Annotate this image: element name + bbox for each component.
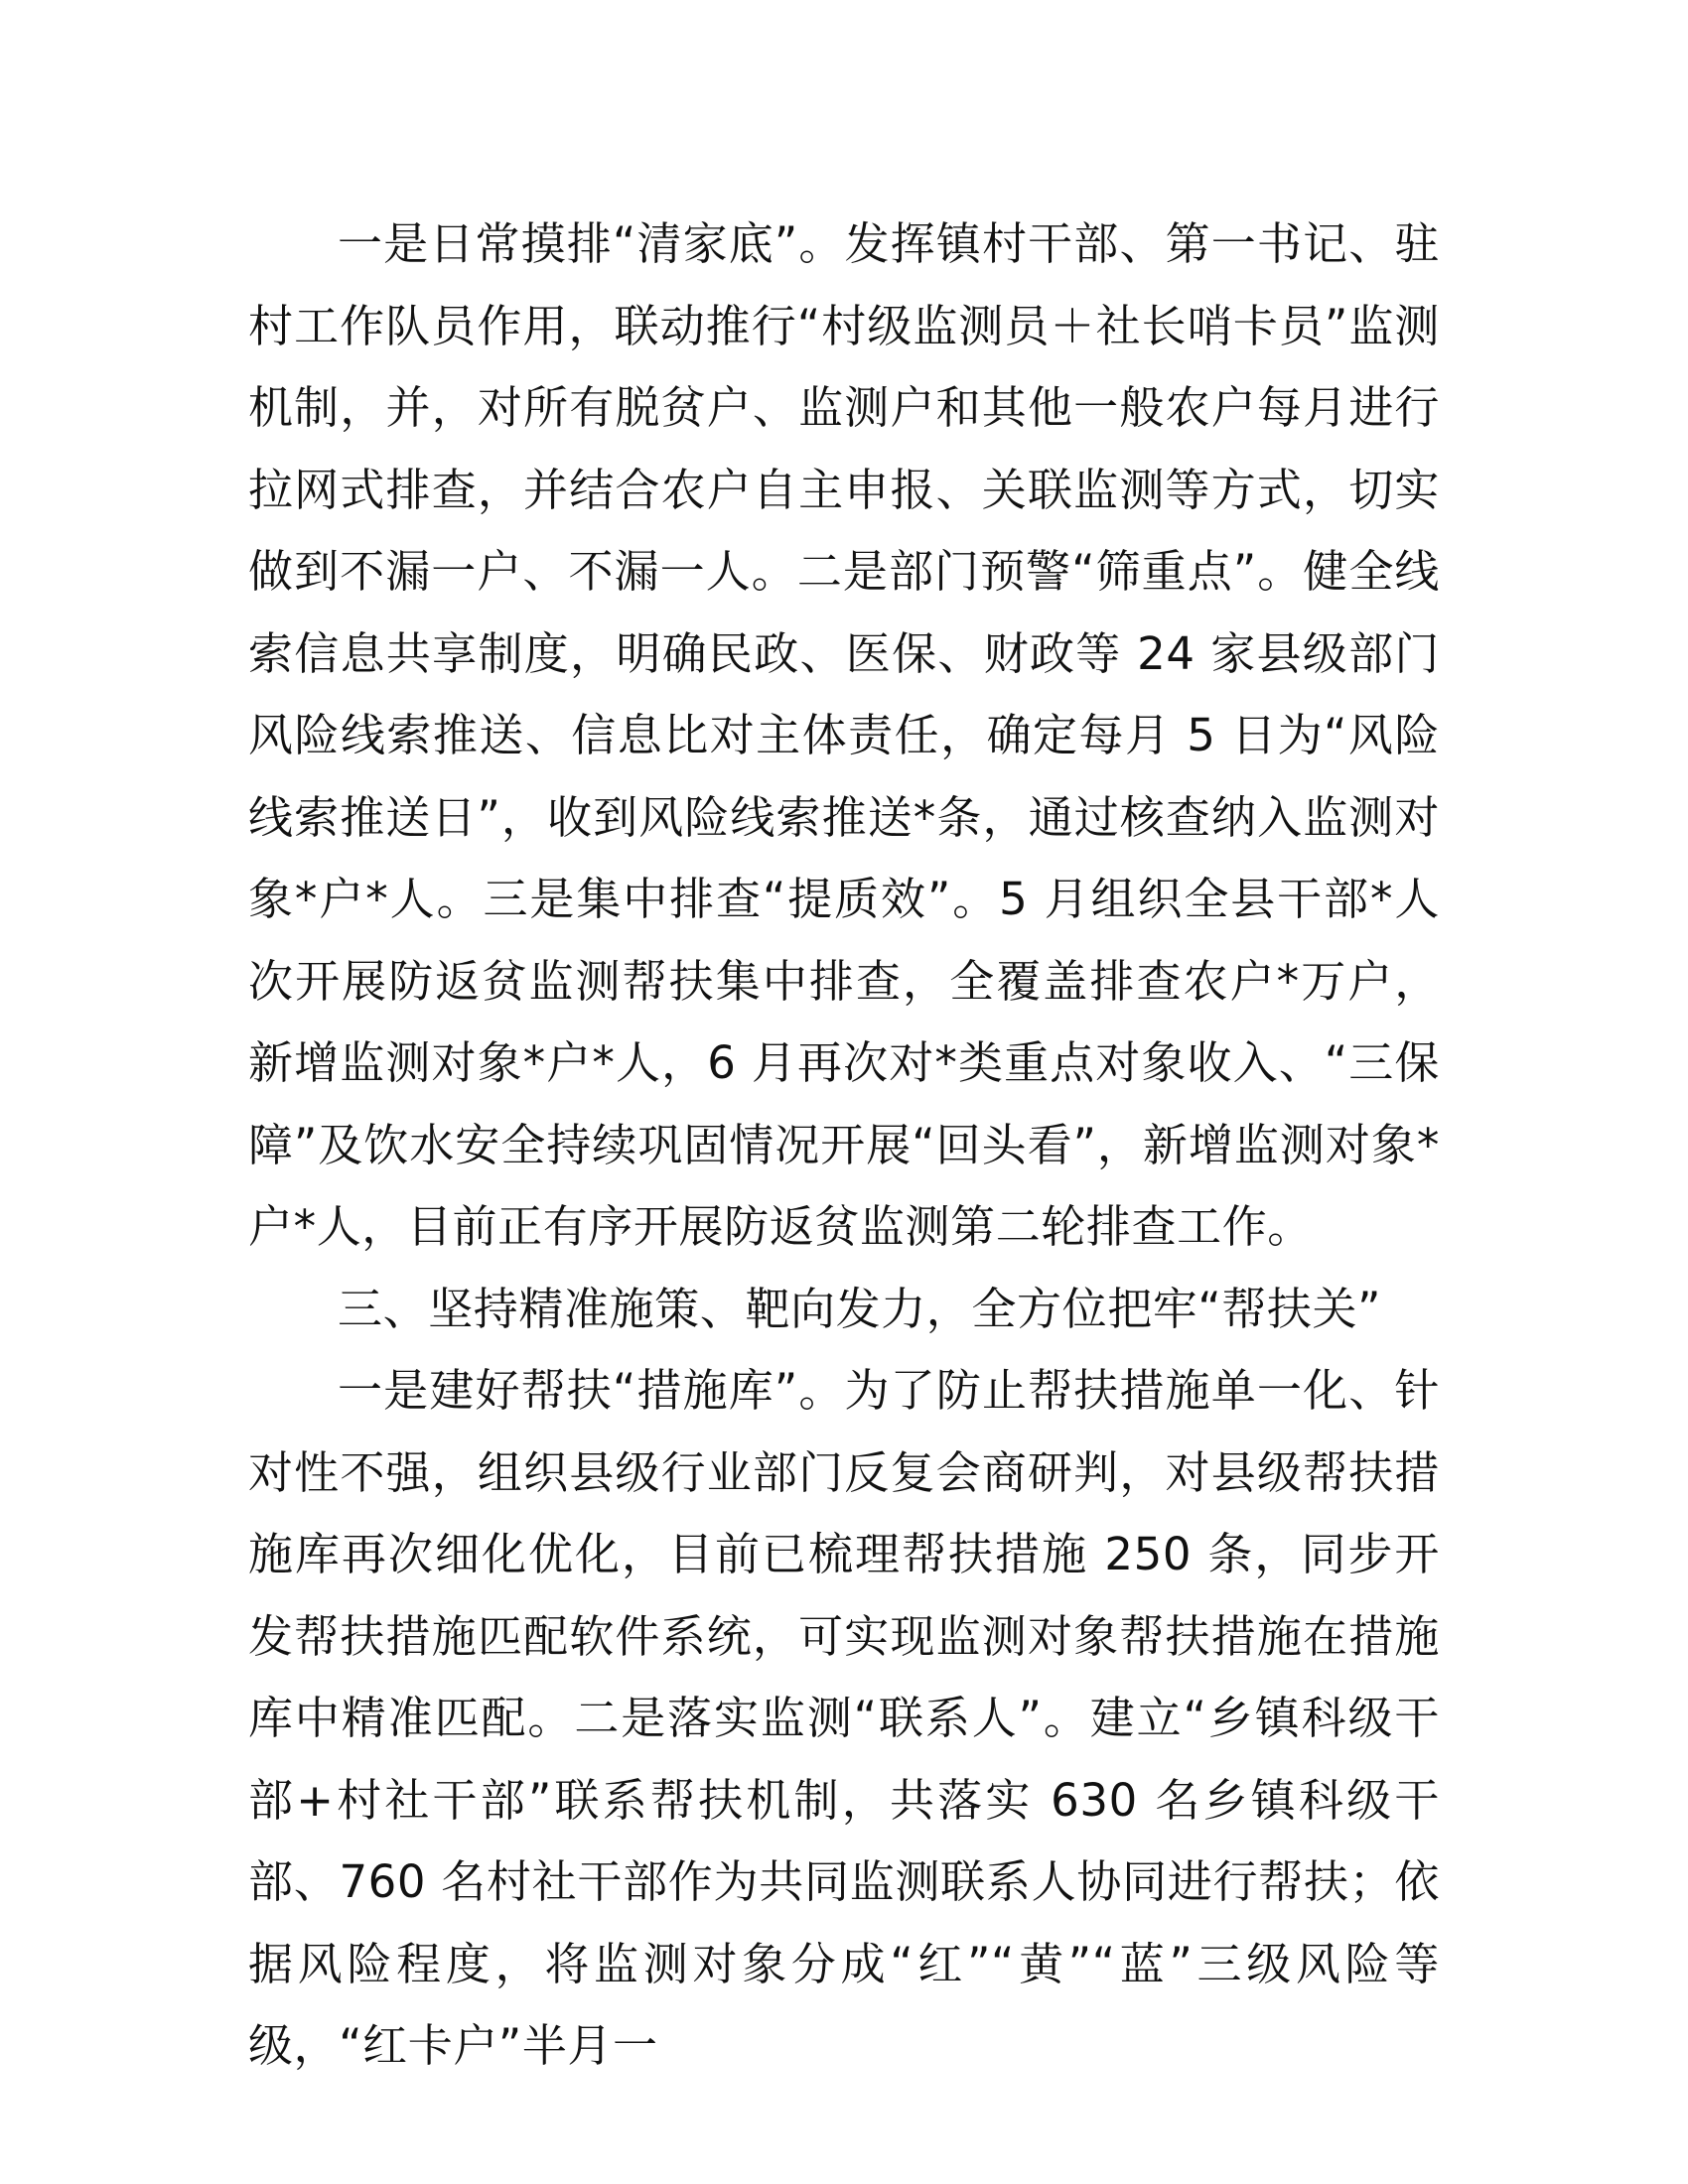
paragraph-assistance-measures: 一是建好帮扶“措施库”。为了防止帮扶措施单一化、针对性不强，组织县级行业部门反复会商研判，对县级帮扶措施库再次细化优化，目前已梳理帮扶措施 250 条，同步开发帮扶措施匹配软件系统，可实现监测对象帮扶措施在措施库中精准匹配。二是落实监测“联系人”。建立“乡镇科级干部+村社干部”联系帮扶机制，共落实 630 名乡镇科级干部、760 名村社干部作为共同监测联系人协同进行帮扶；依据风险程度，将监测对象分成“红”“黄”“蓝”三级风险等级，“红卡户”半月一 <box>248 1364 1440 2072</box>
document-page <box>248 204 1440 2088</box>
paragraph-monitoring-measures: 一是日常摸排“清家底”。发挥镇村干部、第一书记、驻村工作队员作用，联动推行“村级监测员＋社长哨卡员”监测机制，并，对所有脱贫户、监测户和其他一般农户每月进行拉网式排查，并结合农户自主申报、关联监测等方式，切实做到不漏一户、不漏一人。二是部门预警“筛重点”。健全线索信息共享制度，明确民政、医保、财政等 24 家县级部门风险线索推送、信息比对主体责任，确定每月 5 日为“风险线索推送日”，收到风险线索推送*条，通过核查纳入监测对象*户*人。三是集中排查“提质效”。5 月组织全县干部*人次开展防返贫监测帮扶集中排查，全覆盖排查农户*万户，新增监测对象*户*人，6 月再次对*类重点对象收入、“三保障”及饮水安全持续巩固情况开展“回头看”，新增监测对象*户*人，目前正有序开展防返贫监测第二轮排查工作。 <box>248 217 1440 1253</box>
section-heading-assistance: 三、坚持精准施策、靶向发力，全方位把牢“帮扶关” <box>338 1282 1382 1335</box>
